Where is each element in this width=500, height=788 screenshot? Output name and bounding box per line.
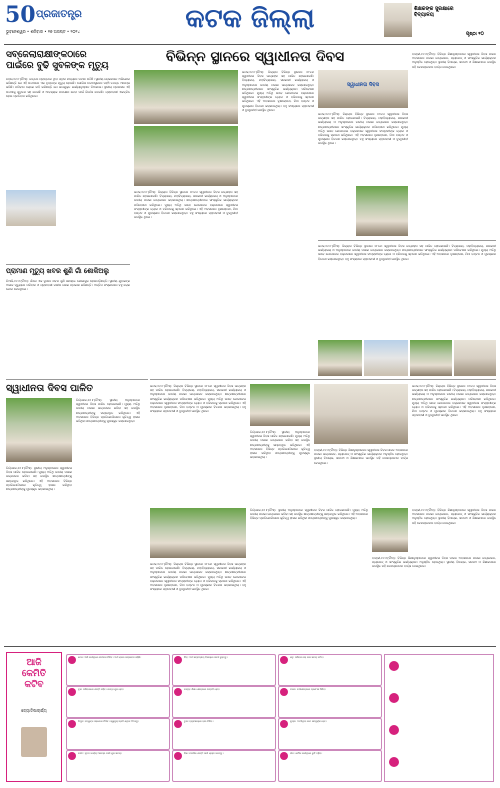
horoscope-sign-8: ବିଛା: ମାନସିକ ଶାନ୍ତି ପାଇଁ ଧ୍ୟାନ କରନ୍ତୁ। xyxy=(172,750,276,782)
right-lower-body-1: କଟକ,୧୬।୮(ନିଁଆ): ଜିଲ୍ଲାର ବିଭିନ୍ନ ସ୍ଥାନରେ ୭୮ତମ ସ୍ୱାଧୀନତା ଦିବସ ଉତ୍ସାହର ସହ ପାଳିତ ହୋଇଯାଇଛି। ବିଦ୍ୟାଳୟ, ମହାବିଦ୍ୟାଳୟ, ସରକାରୀ କାର୍ଯ୍ୟାଳୟ ଓ ଅନୁଷ୍ଠାନରେ ଜାତୀୟ ପତାକା ଉତ୍ତୋଳନ କରାଯାଇଥିଲା। ଛାତ୍ରଛାତ୍ରୀମାନେ ସାଂସ୍କୃତିକ କାର୍ଯ୍ୟକ୍ରମ ପରିବେଷଣ କରିଥିଲେ। ମୁଖ୍ୟ ଅତିଥି ଭାବେ ଯୋଗଦେଇ ବକ୍ତାମାନେ ସ୍ୱାଧୀନତା ସଂଗ୍ରାମୀଙ୍କ ତ୍ୟାଗ ଓ ବଳିଦାନକୁ ସ୍ମରଣ କରିଥିଲେ। ଏହି ଅବସରରେ ବୃକ୍ଷରୋପଣ, ମିଠା ବଣ୍ଟନ ଓ ପୁରସ୍କାର ବିତରଣ କରାଯାଇଥିଲା। ବହୁ ସଂଖ୍ୟାରେ ଗ୍ରାମବାସୀ ଓ ବୁଦ୍ଧିଜୀବୀ ଉପସ୍ଥିତ ଥିଲେ। xyxy=(412,384,496,418)
mid-photo-row-2 xyxy=(364,340,408,376)
masthead xyxy=(0,0,500,44)
gemini-icon xyxy=(68,720,76,728)
anniversary-number: 50 xyxy=(5,2,36,28)
aquarius-icon xyxy=(280,720,288,728)
horoscope-sign-9: ଧନୁ: ପରିବାର ସହ ଭଲ ସମୟ କଟିବ। xyxy=(278,654,382,686)
main-headline: ବିଭିନ୍ନ ସ୍ଥାନରେ ସ୍ୱାଧୀନତା ଦିବସ xyxy=(165,49,345,65)
section-title: କଟକ ଜିଲ୍ଲା xyxy=(185,4,315,34)
right-story-body: ବାଙ୍କୀ,୧୬।୮(ନିଁଆ): ବିଭିନ୍ନ ଶିକ୍ଷାନୁଷ୍ଠାନରେ ସ୍ୱାଧୀନତା ଦିବସ ପାଳନ ଅବସରରେ ପତାକା ଉତ୍ତୋଳନ, ପ୍ୟାରେଡ୍ ଓ ସାଂସ୍କୃତିକ କାର୍ଯ୍ୟକ୍ରମ ଅନୁଷ୍ଠିତ ହୋଇଥିଲା। ସ୍ଥାନୀୟ ବିଧାୟକ, ସରପଞ୍ଚ ଓ ଶିକ୍ଷକମାନେ ଉପସ୍ଥିତ ରହି ଦେଶପ୍ରେମର ବାର୍ତ୍ତା ଦେଇଥିଲେ। xyxy=(412,52,496,69)
centre-lower-photo-2 xyxy=(314,384,408,444)
horoscope-title-3: କଟିବ xyxy=(24,680,44,690)
mid-story-body: କଟକ,୧୬।୮(ନିଁଆ): ଜିଲ୍ଲାର ବିଭିନ୍ନ ସ୍ଥାନରେ ୭୮ତମ ସ୍ୱାଧୀନତା ଦିବସ ଉତ୍ସାହର ସହ ପାଳିତ ହୋଇଯାଇଛି। ବିଦ୍ୟାଳୟ, ମହାବିଦ୍ୟାଳୟ, ସରକାରୀ କାର୍ଯ୍ୟାଳୟ ଓ ଅନୁଷ୍ଠାନରେ ଜାତୀୟ ପତାକା ଉତ୍ତୋଳନ କରାଯାଇଥିଲା। ଛାତ୍ରଛାତ୍ରୀମାନେ ସାଂସ୍କୃତିକ କାର୍ଯ୍ୟକ୍ରମ ପରିବେଷଣ କରିଥିଲେ। ମୁଖ୍ୟ ଅତିଥି ଭାବେ ଯୋଗଦେଇ ବକ୍ତାମାନେ ସ୍ୱାଧୀନତା ସଂଗ୍ରାମୀଙ୍କ ତ୍ୟାଗ ଓ ବଳିଦାନକୁ ସ୍ମରଣ କରିଥିଲେ। ଏହି ଅବସରରେ ବୃକ୍ଷରୋପଣ, ମିଠା ବଣ୍ଟନ ଓ ପୁରସ୍କାର ବିତରଣ କରାଯାଇଥିଲା। ବହୁ ସଂଖ୍ୟାରେ ଗ୍ରାମବାସୀ ଓ ବୁଦ୍ଧିଜୀବୀ ଉପସ୍ଥିତ ଥିଲେ। xyxy=(318,244,496,261)
left-rule-2 xyxy=(6,379,148,380)
second-headline: ପ୍ରାମାଣ ମୃତ୍ୟୁ ଖବର ଶୁଣି ଗାଁ ଶୋକିଅଲୁ xyxy=(6,267,110,275)
horoscope-sign-6: କନ୍ୟା: ଶିକ୍ଷା କ୍ଷେତ୍ରରେ ଉନ୍ନତି ହେବ। xyxy=(172,686,276,718)
left-rule-1 xyxy=(6,264,130,265)
masthead-rule xyxy=(4,44,496,45)
taurus-icon xyxy=(68,688,76,696)
horoscope-sign-7: ତୁଳା: ବ୍ୟବସାୟରେ ଲାଭ ମିଳିବ। xyxy=(172,718,276,750)
page-label: ପୃଷ୍ଠା ୧୦ xyxy=(466,32,484,37)
aries-icon xyxy=(68,656,76,664)
bottom-body-3: ବାଙ୍କୀ,୧୬।୮(ନିଁଆ): ବିଭିନ୍ନ ଶିକ୍ଷାନୁଷ୍ଠାନରେ ସ୍ୱାଧୀନତା ଦିବସ ପାଳନ ଅବସରରେ ପତାକା ଉତ୍ତୋଳନ, ପ୍ୟାରେଡ୍ ଓ ସାଂସ୍କୃତିକ କାର୍ଯ୍ୟକ୍ରମ ଅନୁଷ୍ଠିତ ହୋଇଥିଲା। ସ୍ଥାନୀୟ ବିଧାୟକ, ସରପଞ୍ଚ ଓ ଶିକ୍ଷକମାନେ ଉପସ୍ଥିତ ରହି ଦେଶପ୍ରେମର ବାର୍ତ୍ତା ଦେଇଥିଲେ। xyxy=(372,556,496,569)
main-photo-2 xyxy=(134,126,238,186)
masthead-photo xyxy=(384,3,412,37)
bottom-photo-1 xyxy=(150,508,246,558)
horoscope-title-1: ଆଜି xyxy=(26,658,42,668)
cancer-icon xyxy=(68,752,76,760)
lead-headline-1: ସବ୍‌ଜେଲାରାକ୍ଷୀଙ୍କଠାରେ xyxy=(6,50,87,60)
centre-lower-body-3: ବାଙ୍କୀ,୧୬।୮(ନିଁଆ): ବିଭିନ୍ନ ଶିକ୍ଷାନୁଷ୍ଠାନରେ ସ୍ୱାଧୀନତା ଦିବସ ପାଳନ ଅବସରରେ ପତାକା ଉତ୍ତୋଳନ, ପ୍ୟାରେଡ୍ ଓ ସାଂସ୍କୃତିକ କାର୍ଯ୍ୟକ୍ରମ ଅନୁଷ୍ଠିତ ହୋଇଥିଲା। ସ୍ଥାନୀୟ ବିଧାୟକ, ସରପଞ୍ଚ ଓ ଶିକ୍ଷକମାନେ ଉପସ୍ଥିତ ରହି ଦେଶପ୍ରେମର ବାର୍ତ୍ତା ଦେଇଥିଲେ। xyxy=(314,448,408,465)
centre-rule-1 xyxy=(318,240,496,241)
centre-lower-photo-1 xyxy=(250,384,310,426)
horoscope-sign-4: କର୍କଟ: ନୂତନ କାର୍ଯ୍ୟ ଆରମ୍ଭ ପାଇଁ ଶୁଭ ସମୟ। xyxy=(66,750,170,782)
mid-photo-row-4 xyxy=(454,340,496,376)
date-line: ଭୁବନେଶ୍ୱର • ଶନିବାର • ୧୭ ଅଗଷ୍ଟ • ୨୦୨୪ xyxy=(6,29,80,34)
scorpio-icon xyxy=(174,752,182,760)
left-story-body-col2: ତିର୍ତ୍ତୋଲ,୧୬।୮(ନିଁଆ): ସ୍ଥାନୀୟ ଅନୁଷ୍ଠାନରେ ସ୍ୱାଧୀନତା ଦିବସ ପାଳିତ ହୋଇଯାଇଛି। ମୁଖ୍ୟ ଅତିଥି ଜାତୀୟ ପତାକା ଉତ୍ତୋଳନ କରିବା ସହ ଉପସ୍ଥିତ ଛାତ୍ରଛାତ୍ରୀଙ୍କୁ ସମ୍ବୋଧିତ କରିଥିଲେ। ଏହି ଅବସରରେ ବିଭିନ୍ନ ପ୍ରତିଯୋଗିତାରେ କୃତିତ୍ୱ ହାସଲ କରିଥିବା ଛାତ୍ରଛାତ୍ରୀଙ୍କୁ ପୁରସ୍କୃତ କରାଯାଇଥିଲା। xyxy=(76,398,140,424)
centre-lower-body-1: କଟକ,୧୬।୮(ନିଁଆ): ଜିଲ୍ଲାର ବିଭିନ୍ନ ସ୍ଥାନରେ ୭୮ତମ ସ୍ୱାଧୀନତା ଦିବସ ଉତ୍ସାହର ସହ ପାଳିତ ହୋଇଯାଇଛି। ବିଦ୍ୟାଳୟ, ମହାବିଦ୍ୟାଳୟ, ସରକାରୀ କାର୍ଯ୍ୟାଳୟ ଓ ଅନୁଷ୍ଠାନରେ ଜାତୀୟ ପତାକା ଉତ୍ତୋଳନ କରାଯାଇଥିଲା। ଛାତ୍ରଛାତ୍ରୀମାନେ ସାଂସ୍କୃତିକ କାର୍ଯ୍ୟକ୍ରମ ପରିବେଷଣ କରିଥିଲେ। ମୁଖ୍ୟ ଅତିଥି ଭାବେ ଯୋଗଦେଇ ବକ୍ତାମାନେ ସ୍ୱାଧୀନତା ସଂଗ୍ରାମୀଙ୍କ ତ୍ୟାଗ ଓ ବଳିଦାନକୁ ସ୍ମରଣ କରିଥିଲେ। ଏହି ଅବସରରେ ବୃକ୍ଷରୋପଣ, ମିଠା ବଣ୍ଟନ ଓ ପୁରସ୍କାର ବିତରଣ କରାଯାଇଥିଲା। ବହୁ ସଂଖ୍ୟାରେ ଗ୍ରାମବାସୀ ଓ ବୁଦ୍ଧିଜୀବୀ ଉପସ୍ଥିତ ଥିଲେ। xyxy=(150,384,246,414)
horoscope-advert-panel xyxy=(384,654,494,782)
bottom-body-1: କଟକ,୧୬।୮(ନିଁଆ): ଜିଲ୍ଲାର ବିଭିନ୍ନ ସ୍ଥାନରେ ୭୮ତମ ସ୍ୱାଧୀନତା ଦିବସ ଉତ୍ସାହର ସହ ପାଳିତ ହୋଇଯାଇଛି। ବିଦ୍ୟାଳୟ, ମହାବିଦ୍ୟାଳୟ, ସରକାରୀ କାର୍ଯ୍ୟାଳୟ ଓ ଅନୁଷ୍ଠାନରେ ଜାତୀୟ ପତାକା ଉତ୍ତୋଳନ କରାଯାଇଥିଲା। ଛାତ୍ରଛାତ୍ରୀମାନେ ସାଂସ୍କୃତିକ କାର୍ଯ୍ୟକ୍ରମ ପରିବେଷଣ କରିଥିଲେ। ମୁଖ୍ୟ ଅତିଥି ଭାବେ ଯୋଗଦେଇ ବକ୍ତାମାନେ ସ୍ୱାଧୀନତା ସଂଗ୍ରାମୀଙ୍କ ତ୍ୟାଗ ଓ ବଳିଦାନକୁ ସ୍ମରଣ କରିଥିଲେ। ଏହି ଅବସରରେ ବୃକ୍ଷରୋପଣ, ମିଠା ବଣ୍ଟନ ଓ ପୁରସ୍କାର ବିତରଣ କରାଯାଇଥିଲା। ବହୁ ସଂଖ୍ୟାରେ ଗ୍ରାମବାସୀ ଓ ବୁଦ୍ଧିଜୀବୀ ଉପସ୍ଥିତ ଥିଲେ। xyxy=(150,562,246,592)
masthead-caption-2: ବିଦ୍ୟାଳୟ xyxy=(414,12,434,18)
main-story-body-1: କଟକ,୧୬।୮(ନିଁଆ): ଜିଲ୍ଲାର ବିଭିନ୍ନ ସ୍ଥାନରେ ୭୮ତମ ସ୍ୱାଧୀନତା ଦିବସ ଉତ୍ସାହର ସହ ପାଳିତ ହୋଇଯାଇଛି। ବିଦ୍ୟାଳୟ, ମହାବିଦ୍ୟାଳୟ, ସରକାରୀ କାର୍ଯ୍ୟାଳୟ ଓ ଅନୁଷ୍ଠାନରେ ଜାତୀୟ ପତାକା ଉତ୍ତୋଳନ କରାଯାଇଥିଲା। ଛାତ୍ରଛାତ୍ରୀମାନେ ସାଂସ୍କୃତିକ କାର୍ଯ୍ୟକ୍ରମ ପରିବେଷଣ କରିଥିଲେ। ମୁଖ୍ୟ ଅତିଥି ଭାବେ ଯୋଗଦେଇ ବକ୍ତାମାନେ ସ୍ୱାଧୀନତା ସଂଗ୍ରାମୀଙ୍କ ତ୍ୟାଗ ଓ ବଳିଦାନକୁ ସ୍ମରଣ କରିଥିଲେ। ଏହି ଅବସରରେ ବୃକ୍ଷରୋପଣ, ମିଠା ବଣ୍ଟନ ଓ ପୁରସ୍କାର ବିତରଣ କରାଯାଇଥିଲା। ବହୁ ସଂଖ୍ୟାରେ ଗ୍ରାମବାସୀ ଓ ବୁଦ୍ଧିଜୀବୀ ଉପସ୍ଥିତ ଥିଲେ। xyxy=(134,190,238,220)
main-photo-3 xyxy=(356,186,408,236)
horoscope-title-box xyxy=(6,652,62,782)
pisces-icon xyxy=(280,752,288,760)
bottom-body-2: ତିର୍ତ୍ତୋଲ,୧୬।୮(ନିଁଆ): ସ୍ଥାନୀୟ ଅନୁଷ୍ଠାନରେ ସ୍ୱାଧୀନତା ଦିବସ ପାଳିତ ହୋଇଯାଇଛି। ମୁଖ୍ୟ ଅତିଥି ଜାତୀୟ ପତାକା ଉତ୍ତୋଳନ କରିବା ସହ ଉପସ୍ଥିତ ଛାତ୍ରଛାତ୍ରୀଙ୍କୁ ସମ୍ବୋଧିତ କରିଥିଲେ। ଏହି ଅବସରରେ ବିଭିନ୍ନ ପ୍ରତିଯୋଗିତାରେ କୃତିତ୍ୱ ହାସଲ କରିଥିବା ଛାତ୍ରଛାତ୍ରୀଙ୍କୁ ପୁରସ୍କୃତ କରାଯାଇଥିଲା। xyxy=(250,508,368,521)
mid-photo-row-3 xyxy=(410,340,452,376)
advert-icon-1 xyxy=(389,661,399,671)
bottom-photo-2 xyxy=(372,508,408,552)
horoscope-sign-2: ବୃଷ: ପରିବାରରେ ଶାନ୍ତି ରହିବ। ଯାତ୍ରା ଶୁଭ ହେବ। xyxy=(66,686,170,718)
horoscope-sign-11: କୁମ୍ଭ: ଅଟକିଥିବା କାମ ସମ୍ପୂର୍ଣ୍ଣ ହେବ। xyxy=(278,718,382,750)
horoscope-rule xyxy=(4,646,496,647)
virgo-icon xyxy=(174,688,182,696)
centre-rule-2 xyxy=(150,379,496,380)
horoscope-sign-12: ମୀନ: ଧାର୍ମିକ କାର୍ଯ୍ୟରେ ରୁଚି ବଢ଼ିବ। xyxy=(278,750,382,782)
advert-icon-4 xyxy=(389,757,399,767)
main-photo-1 xyxy=(134,70,238,124)
horoscope-title-2: କେମିତି xyxy=(21,669,47,679)
main-story-body-3: କଟକ,୧୬।୮(ନିଁଆ): ଜିଲ୍ଲାର ବିଭିନ୍ନ ସ୍ଥାନରେ ୭୮ତମ ସ୍ୱାଧୀନତା ଦିବସ ଉତ୍ସାହର ସହ ପାଳିତ ହୋଇଯାଇଛି। ବିଦ୍ୟାଳୟ, ମହାବିଦ୍ୟାଳୟ, ସରକାରୀ କାର୍ଯ୍ୟାଳୟ ଓ ଅନୁଷ୍ଠାନରେ ଜାତୀୟ ପତାକା ଉତ୍ତୋଳନ କରାଯାଇଥିଲା। ଛାତ୍ରଛାତ୍ରୀମାନେ ସାଂସ୍କୃତିକ କାର୍ଯ୍ୟକ୍ରମ ପରିବେଷଣ କରିଥିଲେ। ମୁଖ୍ୟ ଅତିଥି ଭାବେ ଯୋଗଦେଇ ବକ୍ତାମାନେ ସ୍ୱାଧୀନତା ସଂଗ୍ରାମୀଙ୍କ ତ୍ୟାଗ ଓ ବଳିଦାନକୁ ସ୍ମରଣ କରିଥିଲେ। ଏହି ଅବସରରେ ବୃକ୍ଷରୋପଣ, ମିଠା ବଣ୍ଟନ ଓ ପୁରସ୍କାର ବିତରଣ କରାଯାଇଥିଲା। ବହୁ ସଂଖ୍ୟାରେ ଗ୍ରାମବାସୀ ଓ ବୁଦ୍ଧିଜୀବୀ ଉପସ୍ଥିତ ଥିଲେ। xyxy=(318,112,408,146)
horoscope-sign-5: ସିଂହ: ଅର୍ଥ ସମ୍ବନ୍ଧୀୟ ବିଷୟରେ ସତର୍କ ରୁହନ୍ତୁ। xyxy=(172,654,276,686)
lead-headline-2: ପାଇଁରେ ବୁଢି ସୁବଳଙ୍କ ମୃତ୍ୟୁ xyxy=(6,61,109,71)
banner-photo xyxy=(318,70,408,108)
masthead-caption-1: ଶିକ୍ଷକଙ୍କ ସୁରକ୍ଷାରେ xyxy=(414,6,454,12)
capricorn-icon xyxy=(280,688,288,696)
brand-name: ପ୍ରଜାତନ୍ତ୍ର xyxy=(36,9,82,20)
sagittarius-icon xyxy=(280,656,288,664)
anniversary-logo xyxy=(5,4,35,26)
horoscope-astrologer: ଜ୍ୟୋତିଷାଚାର୍ଯ୍ୟ xyxy=(21,708,47,713)
leo-icon xyxy=(174,656,182,664)
astrologer-photo xyxy=(21,727,47,757)
horoscope-sign-3: ମିଥୁନ: ବନ୍ଧୁଙ୍କ ସହଯୋଗ ମିଳିବ। ସ୍ୱାସ୍ଥ୍ୟ ପ୍ରତି ଧ୍ୟାନ ଦିଅନ୍ତୁ। xyxy=(66,718,170,750)
left-story-headline: ସ୍ୱାଧୀନତା ଦିବସ ପାଳିତ xyxy=(6,383,93,394)
main-story-body-2: କଟକ,୧୬।୮(ନିଁଆ): ଜିଲ୍ଲାର ବିଭିନ୍ନ ସ୍ଥାନରେ ୭୮ତମ ସ୍ୱାଧୀନତା ଦିବସ ଉତ୍ସାହର ସହ ପାଳିତ ହୋଇଯାଇଛି। ବିଦ୍ୟାଳୟ, ମହାବିଦ୍ୟାଳୟ, ସରକାରୀ କାର୍ଯ୍ୟାଳୟ ଓ ଅନୁଷ୍ଠାନରେ ଜାତୀୟ ପତାକା ଉତ୍ତୋଳନ କରାଯାଇଥିଲା। ଛାତ୍ରଛାତ୍ରୀମାନେ ସାଂସ୍କୃତିକ କାର୍ଯ୍ୟକ୍ରମ ପରିବେଷଣ କରିଥିଲେ। ମୁଖ୍ୟ ଅତିଥି ଭାବେ ଯୋଗଦେଇ ବକ୍ତାମାନେ ସ୍ୱାଧୀନତା ସଂଗ୍ରାମୀଙ୍କ ତ୍ୟାଗ ଓ ବଳିଦାନକୁ ସ୍ମରଣ କରିଥିଲେ। ଏହି ଅବସରରେ ବୃକ୍ଷରୋପଣ, ମିଠା ବଣ୍ଟନ ଓ ପୁରସ୍କାର ବିତରଣ କରାଯାଇଥିଲା। ବହୁ ସଂଖ୍ୟାରେ ଗ୍ରାମବାସୀ ଓ ବୁଦ୍ଧିଜୀବୀ ଉପସ୍ଥିତ ଥିଲେ। xyxy=(242,70,314,112)
horoscope-box xyxy=(4,650,496,784)
horoscope-sign-1: ମେଷ: ଆଜି କାର୍ଯ୍ୟରେ ସଫଳତା ମିଳିବ। ଅର୍ଥ ଲାଭର ସମ୍ଭାବନା ରହିଛି। xyxy=(66,654,170,686)
left-story-photo xyxy=(6,398,72,462)
horoscope-sign-10: ମକର: କର୍ମକ୍ଷେତ୍ରରେ ପ୍ରଶଂସା ମିଳିବ। xyxy=(278,686,382,718)
lead-story-photo xyxy=(6,190,56,226)
advert-icon-3 xyxy=(389,725,399,735)
centre-lower-body-2: ତିର୍ତ୍ତୋଲ,୧୬।୮(ନିଁଆ): ସ୍ଥାନୀୟ ଅନୁଷ୍ଠାନରେ ସ୍ୱାଧୀନତା ଦିବସ ପାଳିତ ହୋଇଯାଇଛି। ମୁଖ୍ୟ ଅତିଥି ଜାତୀୟ ପତାକା ଉତ୍ତୋଳନ କରିବା ସହ ଉପସ୍ଥିତ ଛାତ୍ରଛାତ୍ରୀଙ୍କୁ ସମ୍ବୋଧିତ କରିଥିଲେ। ଏହି ଅବସରରେ ବିଭିନ୍ନ ପ୍ରତିଯୋଗିତାରେ କୃତିତ୍ୱ ହାସଲ କରିଥିବା ଛାତ୍ରଛାତ୍ରୀଙ୍କୁ ପୁରସ୍କୃତ କରାଯାଇଥିଲା। xyxy=(250,430,310,460)
libra-icon xyxy=(174,720,182,728)
left-story-body: ତିର୍ତ୍ତୋଲ,୧୬।୮(ନିଁଆ): ସ୍ଥାନୀୟ ଅନୁଷ୍ଠାନରେ ସ୍ୱାଧୀନତା ଦିବସ ପାଳିତ ହୋଇଯାଇଛି। ମୁଖ୍ୟ ଅତିଥି ଜାତୀୟ ପତାକା ଉତ୍ତୋଳନ କରିବା ସହ ଉପସ୍ଥିତ ଛାତ୍ରଛାତ୍ରୀଙ୍କୁ ସମ୍ବୋଧିତ କରିଥିଲେ। ଏହି ଅବସରରେ ବିଭିନ୍ନ ପ୍ରତିଯୋଗିତାରେ କୃତିତ୍ୱ ହାସଲ କରିଥିବା ଛାତ୍ରଛାତ୍ରୀଙ୍କୁ ପୁରସ୍କୃତ କରାଯାଇଥିଲା। xyxy=(6,466,72,492)
advert-icon-2 xyxy=(389,693,399,703)
banner-photo-text: ସ୍ୱାଧୀନତା ଦିବସ xyxy=(347,82,379,88)
masthead-caption xyxy=(414,6,496,18)
second-story-body: ନିଆଳି,୧୬।୮(ନିଁଆ): ଗାଁରେ ଏକ ଦୁଃଖଦ ଖବର ଶୁଣି ସମସ୍ତେ ଶୋକାକୁଳ ହୋଇପଡ଼ିଛନ୍ତି। ସ୍ଥାନୀୟ ଯୁବକଙ୍କ ଅକାଳ ମୃତ୍ୟୁରେ ପରିବାର ଓ ଗ୍ରାମବାସୀ ଗଭୀର ଶୋକ ପ୍ରକାଶ କରିଛନ୍ତି। ଅନ୍ତିମ ସଂସ୍କାରରେ ବହୁ ଲୋକ ଯୋଗ ଦେଇଥିଲେ। xyxy=(6,279,130,292)
lead-story-body: ନରାଜ,୧୬।୮(ନିଁଆ): ଉତ୍ତର ପ୍ରାନ୍ତରେ ଥିବା ଗ୍ରାମ ମଧ୍ୟରେ ଘଟଣା ଘଟିଛି। ସ୍ଥାନୀୟ ଲୋକମାନେ ଅଭିଯୋଗ କରିଛନ୍ତି ଯେ ଏହି ଘଟଣାରେ ଏକ ବୃଦ୍ଧଙ୍କ ମୃତ୍ୟୁ ହୋଇଛି। ପୋଲିସ ଘଟଣାସ୍ଥଳରେ ପହଞ୍ଚି ତଦନ୍ତ ଆରମ୍ଭ କରିଛି। ପରିବାର ଲୋକେ ଦାବି କରିଛନ୍ତି ଯେ ଉପଯୁକ୍ତ କାର୍ଯ୍ୟାନୁଷ୍ଠାନ ନିଆଯାଉ। ସ୍ଥାନୀୟ ପ୍ରଶାସନ ଏହି ଘଟଣାକୁ ଗୁରୁତର ସହ ନେଇଛି ଓ ଆବଶ୍ୟକ ପଦକ୍ଷେପ ନେବା ପାଇଁ ନିର୍ଦ୍ଦେଶ ଦେଇଛି। ଗ୍ରାମବାସୀ ଏକତ୍ରିତ ହୋଇ ପ୍ରତିବାଦ କରିଥିଲେ। xyxy=(6,77,130,98)
right-lower-body-2: ବାଙ୍କୀ,୧୬।୮(ନିଁଆ): ବିଭିନ୍ନ ଶିକ୍ଷାନୁଷ୍ଠାନରେ ସ୍ୱାଧୀନତା ଦିବସ ପାଳନ ଅବସରରେ ପତାକା ଉତ୍ତୋଳନ, ପ୍ୟାରେଡ୍ ଓ ସାଂସ୍କୃତିକ କାର୍ଯ୍ୟକ୍ରମ ଅନୁଷ୍ଠିତ ହୋଇଥିଲା। ସ୍ଥାନୀୟ ବିଧାୟକ, ସରପଞ୍ଚ ଓ ଶିକ୍ଷକମାନେ ଉପସ୍ଥିତ ରହି ଦେଶପ୍ରେମର ବାର୍ତ୍ତା ଦେଇଥିଲେ। xyxy=(412,508,496,525)
mid-photo-row-1 xyxy=(318,340,362,376)
